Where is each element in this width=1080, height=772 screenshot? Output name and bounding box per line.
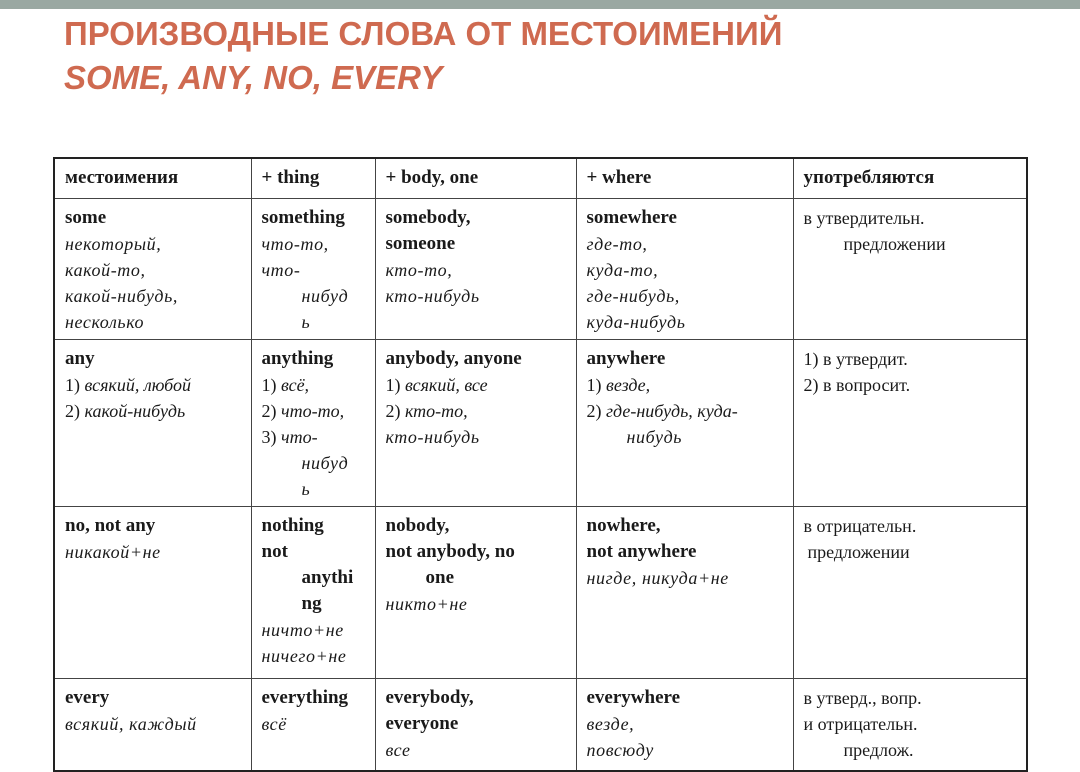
top-accent-bar xyxy=(0,0,1080,9)
usage-text: в отрицательн. xyxy=(803,516,917,536)
translation: несколько xyxy=(65,312,145,332)
table-row-no xyxy=(54,507,1027,679)
cell-thing xyxy=(251,199,375,340)
word: nowhere, xyxy=(586,515,661,536)
translation: что-то, xyxy=(281,401,345,421)
translation: ь xyxy=(301,312,311,332)
usage-text: в утвердительн. xyxy=(803,208,925,228)
word: not anywhere xyxy=(586,541,697,562)
translation: все xyxy=(385,740,411,760)
translation: кто-то, xyxy=(385,260,453,280)
page-title xyxy=(64,12,782,100)
translation: везде, xyxy=(606,375,651,395)
usage-text: предложении xyxy=(807,542,910,562)
translation: ничто+не xyxy=(261,620,344,640)
translation: ничего+не xyxy=(261,646,347,666)
item-number: 3) xyxy=(261,427,277,447)
word: everyone xyxy=(385,713,459,734)
cell-usage xyxy=(793,679,1027,771)
word: nothing xyxy=(261,515,324,536)
translation: всё xyxy=(261,714,287,734)
translation: кто-то, xyxy=(405,401,468,421)
translation: некоторый, xyxy=(65,234,162,254)
header-thing: + thing xyxy=(251,158,375,199)
word: ng xyxy=(301,593,322,614)
item-number: 1) xyxy=(586,375,602,395)
word: something xyxy=(261,207,345,228)
translation: всё, xyxy=(281,375,310,395)
cell-where xyxy=(576,199,793,340)
translation: везде, xyxy=(586,714,635,734)
usage-text: предложении xyxy=(843,234,946,254)
cell-usage xyxy=(793,340,1027,507)
translation: куда-то, xyxy=(586,260,659,280)
word: one xyxy=(425,567,454,588)
usage-text: 1) в утвердит. xyxy=(803,349,908,369)
translation: где-нибудь, xyxy=(586,286,680,306)
translation: какой-нибудь xyxy=(84,401,186,421)
derivatives-table xyxy=(53,157,1028,772)
word: anything xyxy=(261,348,334,369)
word: everybody, xyxy=(385,687,474,708)
word: anybody, anyone xyxy=(385,348,522,369)
word: not xyxy=(261,541,288,562)
word: somewhere xyxy=(586,207,677,228)
item-number: 2) xyxy=(586,401,602,421)
translation: повсюду xyxy=(586,740,654,760)
word: everywhere xyxy=(586,687,681,708)
cell-thing xyxy=(251,507,375,679)
cell-where xyxy=(576,679,793,771)
item-number: 2) xyxy=(385,401,401,421)
header-row xyxy=(54,158,1027,199)
item-number: 1) xyxy=(261,375,277,395)
title-line-1: ПРОИЗВОДНЫЕ СЛОВА ОТ МЕСТОИМЕНИЙ xyxy=(64,15,783,52)
cell-pronoun xyxy=(54,340,251,507)
word: any xyxy=(65,348,95,369)
translation: нибуд xyxy=(301,453,349,473)
cell-pronoun xyxy=(54,199,251,340)
translation: всякий, все xyxy=(405,375,488,395)
table-row-every xyxy=(54,679,1027,771)
cell-where xyxy=(576,507,793,679)
translation: куда-нибудь xyxy=(586,312,686,332)
usage-text: и отрицательн. xyxy=(803,714,918,734)
translation: где-то, xyxy=(586,234,648,254)
translation: нибуд xyxy=(301,286,349,306)
translation: никакой+не xyxy=(65,542,161,562)
cell-where xyxy=(576,340,793,507)
word: some xyxy=(65,207,107,228)
item-number: 1) xyxy=(385,375,401,395)
cell-body xyxy=(375,679,576,771)
word: anywhere xyxy=(586,348,666,369)
usage-text: в утверд., вопр. xyxy=(803,688,922,708)
cell-pronoun xyxy=(54,507,251,679)
table-row-some xyxy=(54,199,1027,340)
cell-thing xyxy=(251,340,375,507)
translation: нигде, никуда+не xyxy=(586,568,729,588)
translation: что-то, xyxy=(261,234,329,254)
word: somebody, xyxy=(385,207,471,228)
cell-body xyxy=(375,340,576,507)
header-pronouns: местоимения xyxy=(54,158,251,199)
item-number: 1) xyxy=(65,375,80,395)
translation: кто-нибудь xyxy=(385,427,480,447)
item-number: 2) xyxy=(261,401,277,421)
header-usage: употребляются xyxy=(793,158,1027,199)
item-number: 2) xyxy=(65,401,80,421)
word: anythi xyxy=(301,567,354,588)
translation: что- xyxy=(281,427,318,447)
header-body-one: + body, one xyxy=(375,158,576,199)
translation: какой-то, xyxy=(65,260,146,280)
word: not anybody, no xyxy=(385,541,515,562)
word: nobody, xyxy=(385,515,450,536)
header-where: + where xyxy=(576,158,793,199)
translation: где-нибудь, куда- xyxy=(606,401,738,421)
translation: всякий, любой xyxy=(84,375,191,395)
cell-usage xyxy=(793,507,1027,679)
translation: что- xyxy=(261,260,301,280)
translation: какой-нибудь, xyxy=(65,286,178,306)
title-line-2: SOME, ANY, NO, EVERY xyxy=(64,59,443,96)
cell-body xyxy=(375,507,576,679)
translation: никто+не xyxy=(385,594,468,614)
cell-pronoun xyxy=(54,679,251,771)
translation: нибудь xyxy=(626,427,683,447)
usage-text: 2) в вопросит. xyxy=(803,375,911,395)
word: someone xyxy=(385,233,456,254)
word: no, not any xyxy=(65,515,156,536)
cell-body xyxy=(375,199,576,340)
word: everything xyxy=(261,687,349,708)
translation: ь xyxy=(301,479,311,499)
translation: кто-нибудь xyxy=(385,286,480,306)
word: every xyxy=(65,687,110,708)
cell-thing xyxy=(251,679,375,771)
table-row-any xyxy=(54,340,1027,507)
translation: всякий, каждый xyxy=(65,714,197,734)
usage-text: предлож. xyxy=(843,740,914,760)
cell-usage xyxy=(793,199,1027,340)
